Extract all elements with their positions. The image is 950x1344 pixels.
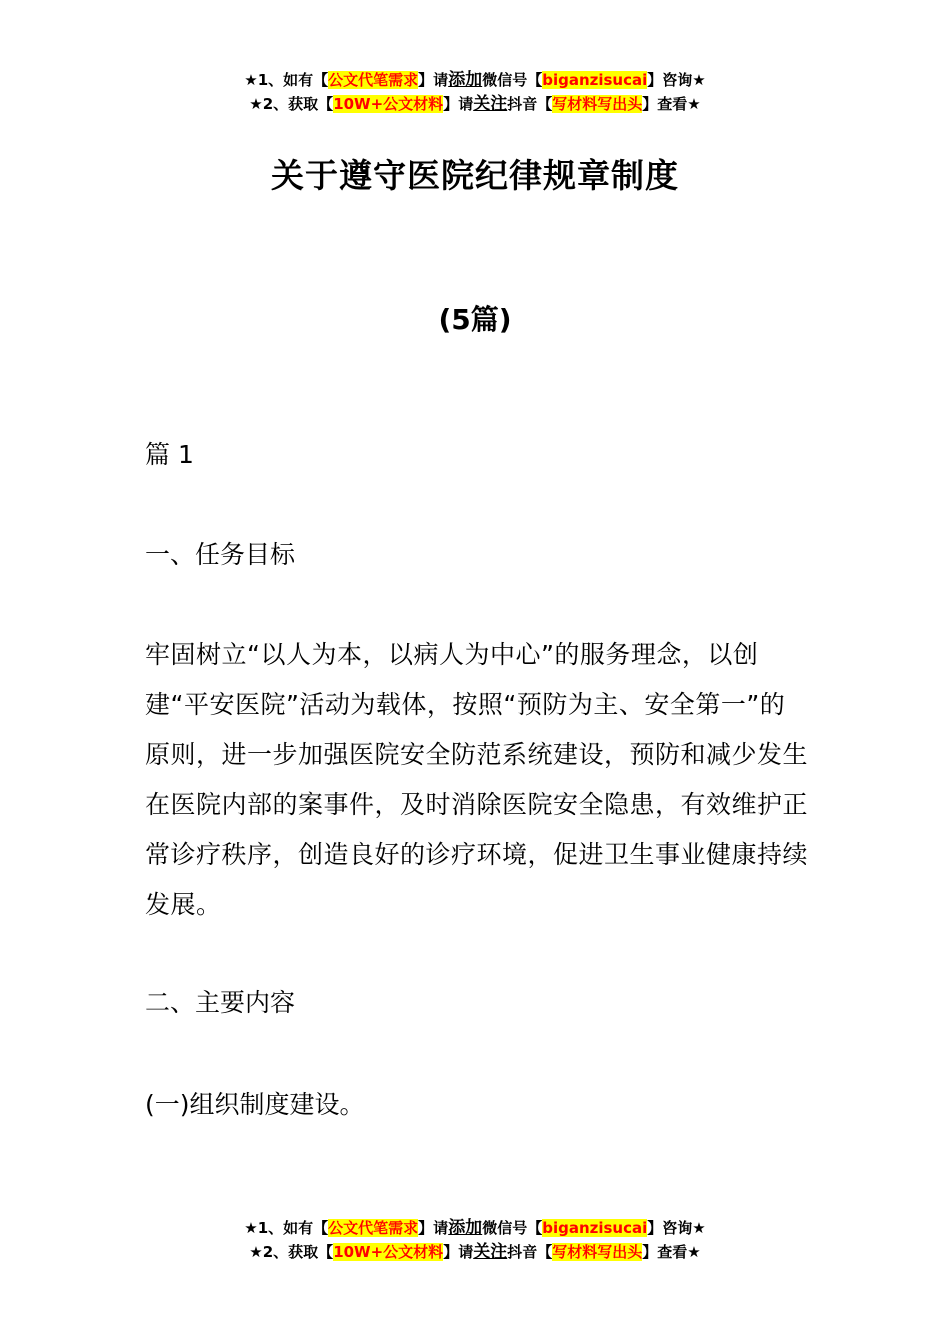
promo-line-1: ★1、如有【公文代笔需求】请添加微信号【biganzisucai】咨询★ bbox=[244, 1218, 706, 1238]
top-promo-banner bbox=[0, 68, 950, 116]
highlight-service: 公文代笔需求 bbox=[328, 1219, 419, 1237]
highlight-materials: 10W+公文材料 bbox=[333, 95, 444, 113]
section-heading-1: 一、任务目标 bbox=[145, 540, 296, 569]
highlight-wechat-id: biganzisucai bbox=[542, 71, 648, 89]
highlight-service: 公文代笔需求 bbox=[328, 71, 419, 89]
bottom-promo-banner bbox=[0, 1216, 950, 1264]
highlight-materials: 10W+公文材料 bbox=[333, 1243, 444, 1261]
promo-line-2: ★2、获取【10W+公文材料】请关注抖音【写材料写出头】查看★ bbox=[249, 94, 701, 114]
document-subtitle: (5篇) bbox=[438, 303, 512, 336]
promo-line-1: ★1、如有【公文代笔需求】请添加微信号【biganzisucai】咨询★ bbox=[244, 70, 706, 90]
highlight-wechat-id: biganzisucai bbox=[542, 1219, 648, 1237]
body-paragraph-1: 牢固树立“以人为本，以病人为中心”的服务理念，以创建“平安医院”活动为载体，按照“预防为主、安全第一”的原则，进一步加强医院安全防范系统建设，预防和减少发生在医院内部的案事件，及时消除医院安全隐患，有效维护正常诊疗秩序，创造良好的诊疗环境，促进卫生事业健康持续发展。 bbox=[145, 640, 809, 919]
highlight-douyin-id: 写材料写出头 bbox=[552, 95, 643, 113]
subsection-heading-1: (一)组织制度建设。 bbox=[145, 1090, 365, 1119]
promo-line-2: ★2、获取【10W+公文材料】请关注抖音【写材料写出头】查看★ bbox=[249, 1242, 701, 1262]
section-heading-2: 二、主要内容 bbox=[145, 988, 296, 1017]
document-title: 关于遵守医院纪律规章制度 bbox=[271, 156, 679, 195]
part-label: 篇 1 bbox=[145, 440, 194, 469]
highlight-douyin-id: 写材料写出头 bbox=[552, 1243, 643, 1261]
